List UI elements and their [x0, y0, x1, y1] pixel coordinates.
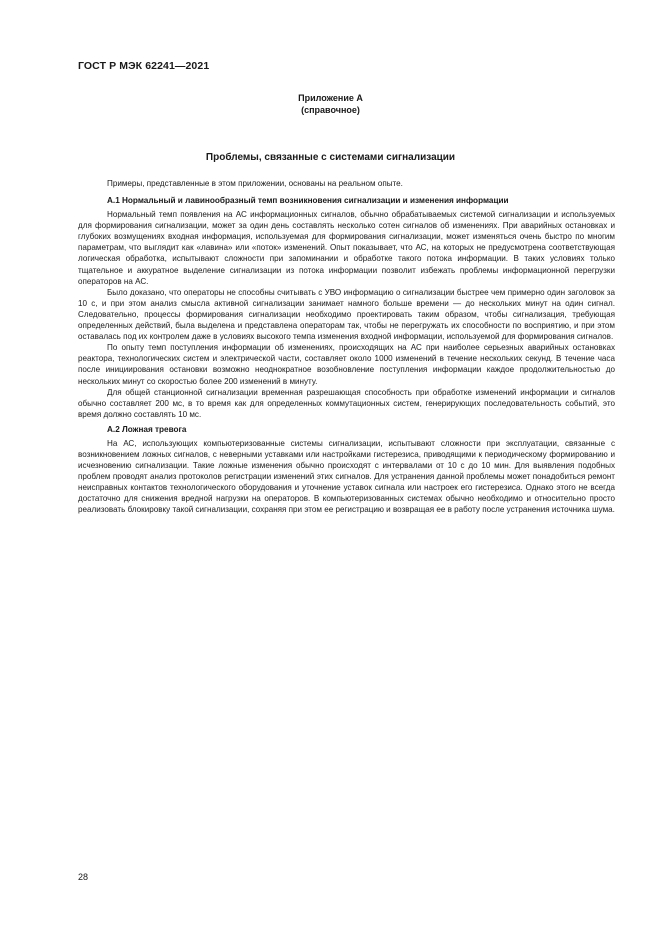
annex-body	[78, 178, 615, 516]
annex-title: Проблемы, связанные с системами сигнализации	[205, 152, 456, 163]
section-a2-heading: А.2 Ложная тревога	[107, 424, 187, 434]
annex-heading	[0, 92, 661, 116]
annex-label: Приложение А	[298, 93, 363, 103]
section-a1-paragraph: По опыту темп поступления информации об изменениях, происходящих на АС при наиболее серьезных аварийных остановках реактора, технологических систем и электрической части, составляет около 1000 изменений в течение нескольких секунд. В течение часа после инициирования остановки возможно неоднократное возобновление поступления информации каждое продолжительностью до нескольких минут со скоростью более 200 изменений в минуту.	[78, 343, 615, 386]
section-a2-paragraph: На АС, использующих компьютеризованные системы сигнализации, испытывают сложности при эксплуатации, связанные с возникновением ложных сигналов, с неверными уставками или настройками гистерезиса, приводящими к периодическому формированию и исчезновению сигнализации. Такие ложные изменения обычно происходят с интервалами от 10 с до 10 мин. Для выявления подобных проблем проводят анализ протоколов регистрации изменений этих сигналов. Для устранения данной проблемы может понадобиться ремонт неисправных контактов технологического оборудования и уточнение уставок сигнала или настроек его гистерезиса. Однако этого не всегда достаточно для снижения вредной нагрузки на операторов. В компьютеризованных системах обычно необходимо и относительно просто реализовать блокировку такой сигнализации, сохраняя при этом ее регистрацию и возвращая ее в работу после устранения источника шума.	[78, 438, 615, 515]
intro-paragraph: Примеры, представленные в этом приложении, основаны на реальном опыте.	[107, 179, 403, 188]
page-number: 28	[78, 872, 89, 882]
section-a1-paragraph: Для общей станционной сигнализации временная разрешающая способность при обработке изменений информации и сигналов обычно составляет 200 мс, в то время как для определенных коммутационных систем, генерирующих последовательность событий, это время должно составлять 10 мс.	[78, 387, 615, 419]
section-a1-heading: А.1 Нормальный и лавинообразный темп возникновения сигнализации и изменения информации	[107, 196, 509, 206]
annex-type: (справочное)	[301, 105, 360, 115]
document-code: ГОСТ Р МЭК 62241—2021	[78, 60, 210, 72]
section-a1-paragraph: Нормальный темп появления на АС информационных сигналов, обычно обрабатываемых системой сигнализации и используемых для формирования сигнализации, может за один день составлять несколько сотен сигналов об изменениях. При аварийных остановках и глубоких возмущениях входная информация, используемая для формирования сигнализации, может изменяться очень быстро по многим параметрам, что выглядит как «лавина» или «поток» изменений. Опыт показывает, что АС, на которых не предусмотрена соответствующая логическая обработка, испытывают сложности при запоминании и обработке такого потока информации. В таких условиях только тщательное и аккуратное выделение сигнализации из потока информации позволит избежать проблемы информационной перегрузки операторов на АС.	[78, 210, 615, 286]
section-a1-paragraph: Было доказано, что операторы не способны считывать с УВО информацию о сигнализации быстрее чем примерно один заголовок за 10 с, и при этом анализ смысла активной сигнализации занимает намного больше времени — до нескольких минут на один сигнал. Следовательно, процессы формирования сигнализации необходимо проектировать таким образом, чтобы сигнализация, требующая определенных действий, была выделена и представлена операторам так, чтобы не перегружать их способности по восприятию, и при этом оставалась под их контролем даже в условиях высокого темпа изменения входной информации, используемой для формирования сигналов.	[78, 287, 615, 342]
